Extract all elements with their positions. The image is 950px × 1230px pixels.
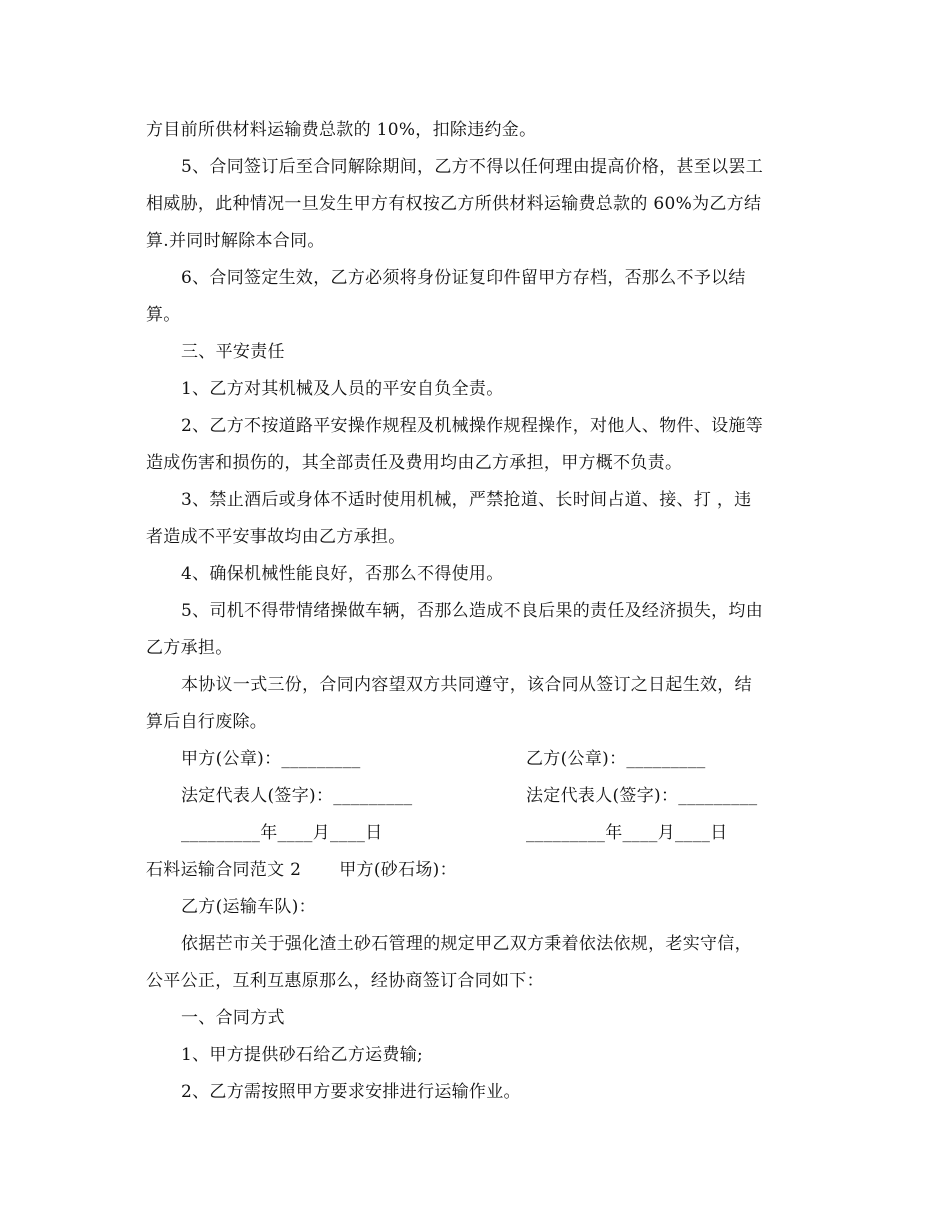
paragraph-line: 方目前所供材料运输费总款的 10%，扣除违约金。 (146, 120, 537, 140)
section-title-line (146, 858, 457, 882)
paragraph-line: 造成伤害和损伤的，其全部责任及费用均由乙方承担，甲方概不负责。 (146, 453, 683, 473)
safety-clause-5: 5、司机不得带情绪操做车辆，否那么造成不良后果的责任及经济损失，均由 (181, 601, 764, 621)
clause-6: 6、合同签定生效，乙方必须将身份证复印件留甲方存档，否那么不予以结 (181, 268, 746, 288)
paragraph-line: 算.并同时解除本合同。 (146, 231, 325, 251)
paragraph-line: 算后自行废除。 (146, 712, 268, 732)
safety-clause-4: 4、确保机械性能良好，否那么不得使用。 (181, 564, 504, 584)
party-b-representative-field: 法定代表人(签字)：_________ (526, 786, 758, 806)
document-subtitle: 石料运输合同范文 2 (146, 860, 302, 880)
paragraph-line: 公平公正，互利互惠原那么，经协商签订合同如下： (146, 971, 544, 991)
party-b-seal-field: 乙方(公章)：_________ (526, 749, 706, 769)
agreement-paragraph: 本协议一式三份，合同内容望双方共同遵守，该合同从签订之日起生效，结 (181, 675, 752, 695)
party-b-date-field: _________年____月____日 (526, 823, 728, 843)
preamble-paragraph: 依据芒市关于强化渣土砂石管理的规定甲乙双方秉着依法依规，老实守信， (181, 934, 752, 954)
party-a-date-field: _________年____月____日 (181, 823, 383, 843)
party-a-representative-field: 法定代表人(签字)：_________ (181, 786, 413, 806)
party-a-label: 甲方(砂石场)： (339, 860, 457, 880)
clause-5: 5、合同签订后至合同解除期间，乙方不得以任何理由提高价格，甚至以罢工 (181, 157, 764, 177)
paragraph-line: 相威胁，此种情况一旦发生甲方有权按乙方所供材料运输费总款的 60%为乙方结 (146, 194, 762, 214)
safety-clause-2: 2、乙方不按道路平安操作规程及机械操作规程操作，对他人、物件、设施等 (181, 416, 764, 436)
paragraph-line: 乙方承担。 (146, 638, 233, 658)
paragraph-line: 算。 (146, 305, 181, 325)
paragraph-line: 者造成不平安事故均由乙方承担。 (146, 527, 406, 547)
party-a-seal-field: 甲方(公章)：_________ (181, 749, 361, 769)
safety-clause-3: 3、禁止酒后或身体不适时使用机械，严禁抢道、长时间占道、接、打 ，违 (181, 490, 752, 510)
safety-clause-1: 1、乙方对其机械及人员的平安自负全责。 (181, 379, 504, 399)
method-clause-2: 2、乙方需按照甲方要求安排进行运输作业。 (181, 1082, 521, 1102)
section-heading-safety: 三、平安责任 (181, 342, 285, 362)
section-heading-contract-method: 一、合同方式 (181, 1008, 285, 1028)
method-clause-1: 1、甲方提供砂石给乙方运费输; (181, 1045, 424, 1065)
party-b-label: 乙方(运输车队)： (181, 897, 316, 917)
